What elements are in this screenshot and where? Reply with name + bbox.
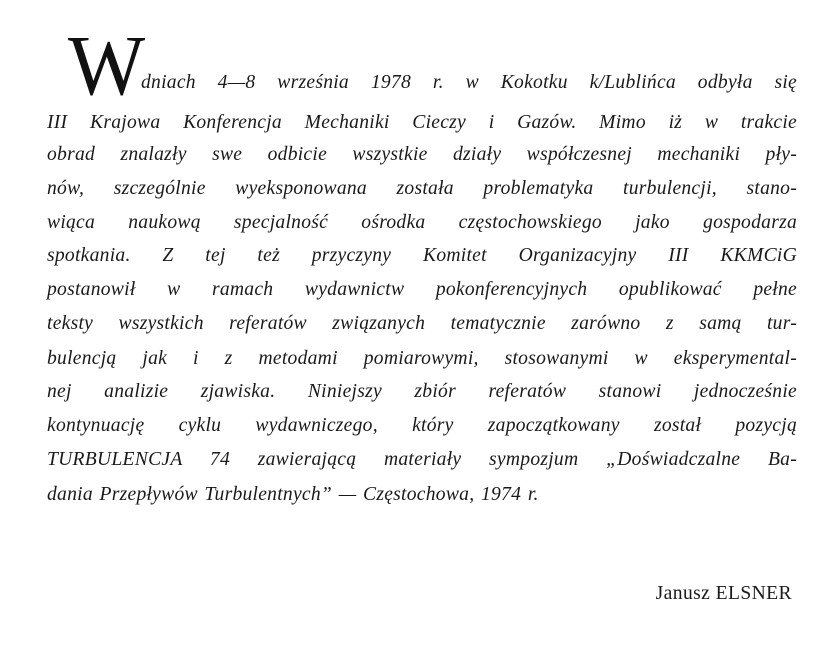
text-line-11: kontynuację cyklu wydawniczego, który zapoczątkowany został pozycją [47,415,797,436]
author-signature: Janusz ELSNER [655,583,792,604]
text-line-5: wiąca naukową specjalność ośrodka częstochowskiego jako gospodarza [47,212,797,233]
text-line-1: dniach 4—8 września 1978 r. w Kokotku k/Lublińca odbyła się [141,72,797,93]
text-line-4: nów, szczególnie wyeksponowana została problematyka turbulencji, stano- [47,178,797,199]
text-line-7: postanowił w ramach wydawnictw pokonferencyjnych opublikować pełne [47,279,797,300]
text-line-13: dania Przepływów Turbulentnych” — Częstochowa, 1974 r. [47,484,539,505]
text-line-12: TURBULENCJA 74 zawierającą materiały sympozjum „Doświadczalne Ba- [47,449,797,470]
text-line-8: teksty wszystkich referatów związanych tematycznie zarówno z samą tur- [47,313,797,334]
text-line-9: bulencją jak i z metodami pomiarowymi, stosowanymi w eksperymental- [47,348,797,369]
text-line-10: nej analizie zjawiska. Niniejszy zbiór referatów stanowi jednocześnie [47,381,797,402]
text-line-2: III Krajowa Konferencja Mechaniki Cieczy i Gazów. Mimo iż w trakcie [47,112,797,133]
text-line-3: obrad znalazły swe odbicie wszystkie działy współczesnej mechaniki pły- [47,144,797,165]
drop-cap: W [68,17,132,113]
text-line-6: spotkania. Z tej też przyczyny Komitet Organizacyjny III KKMCiG [47,245,797,266]
